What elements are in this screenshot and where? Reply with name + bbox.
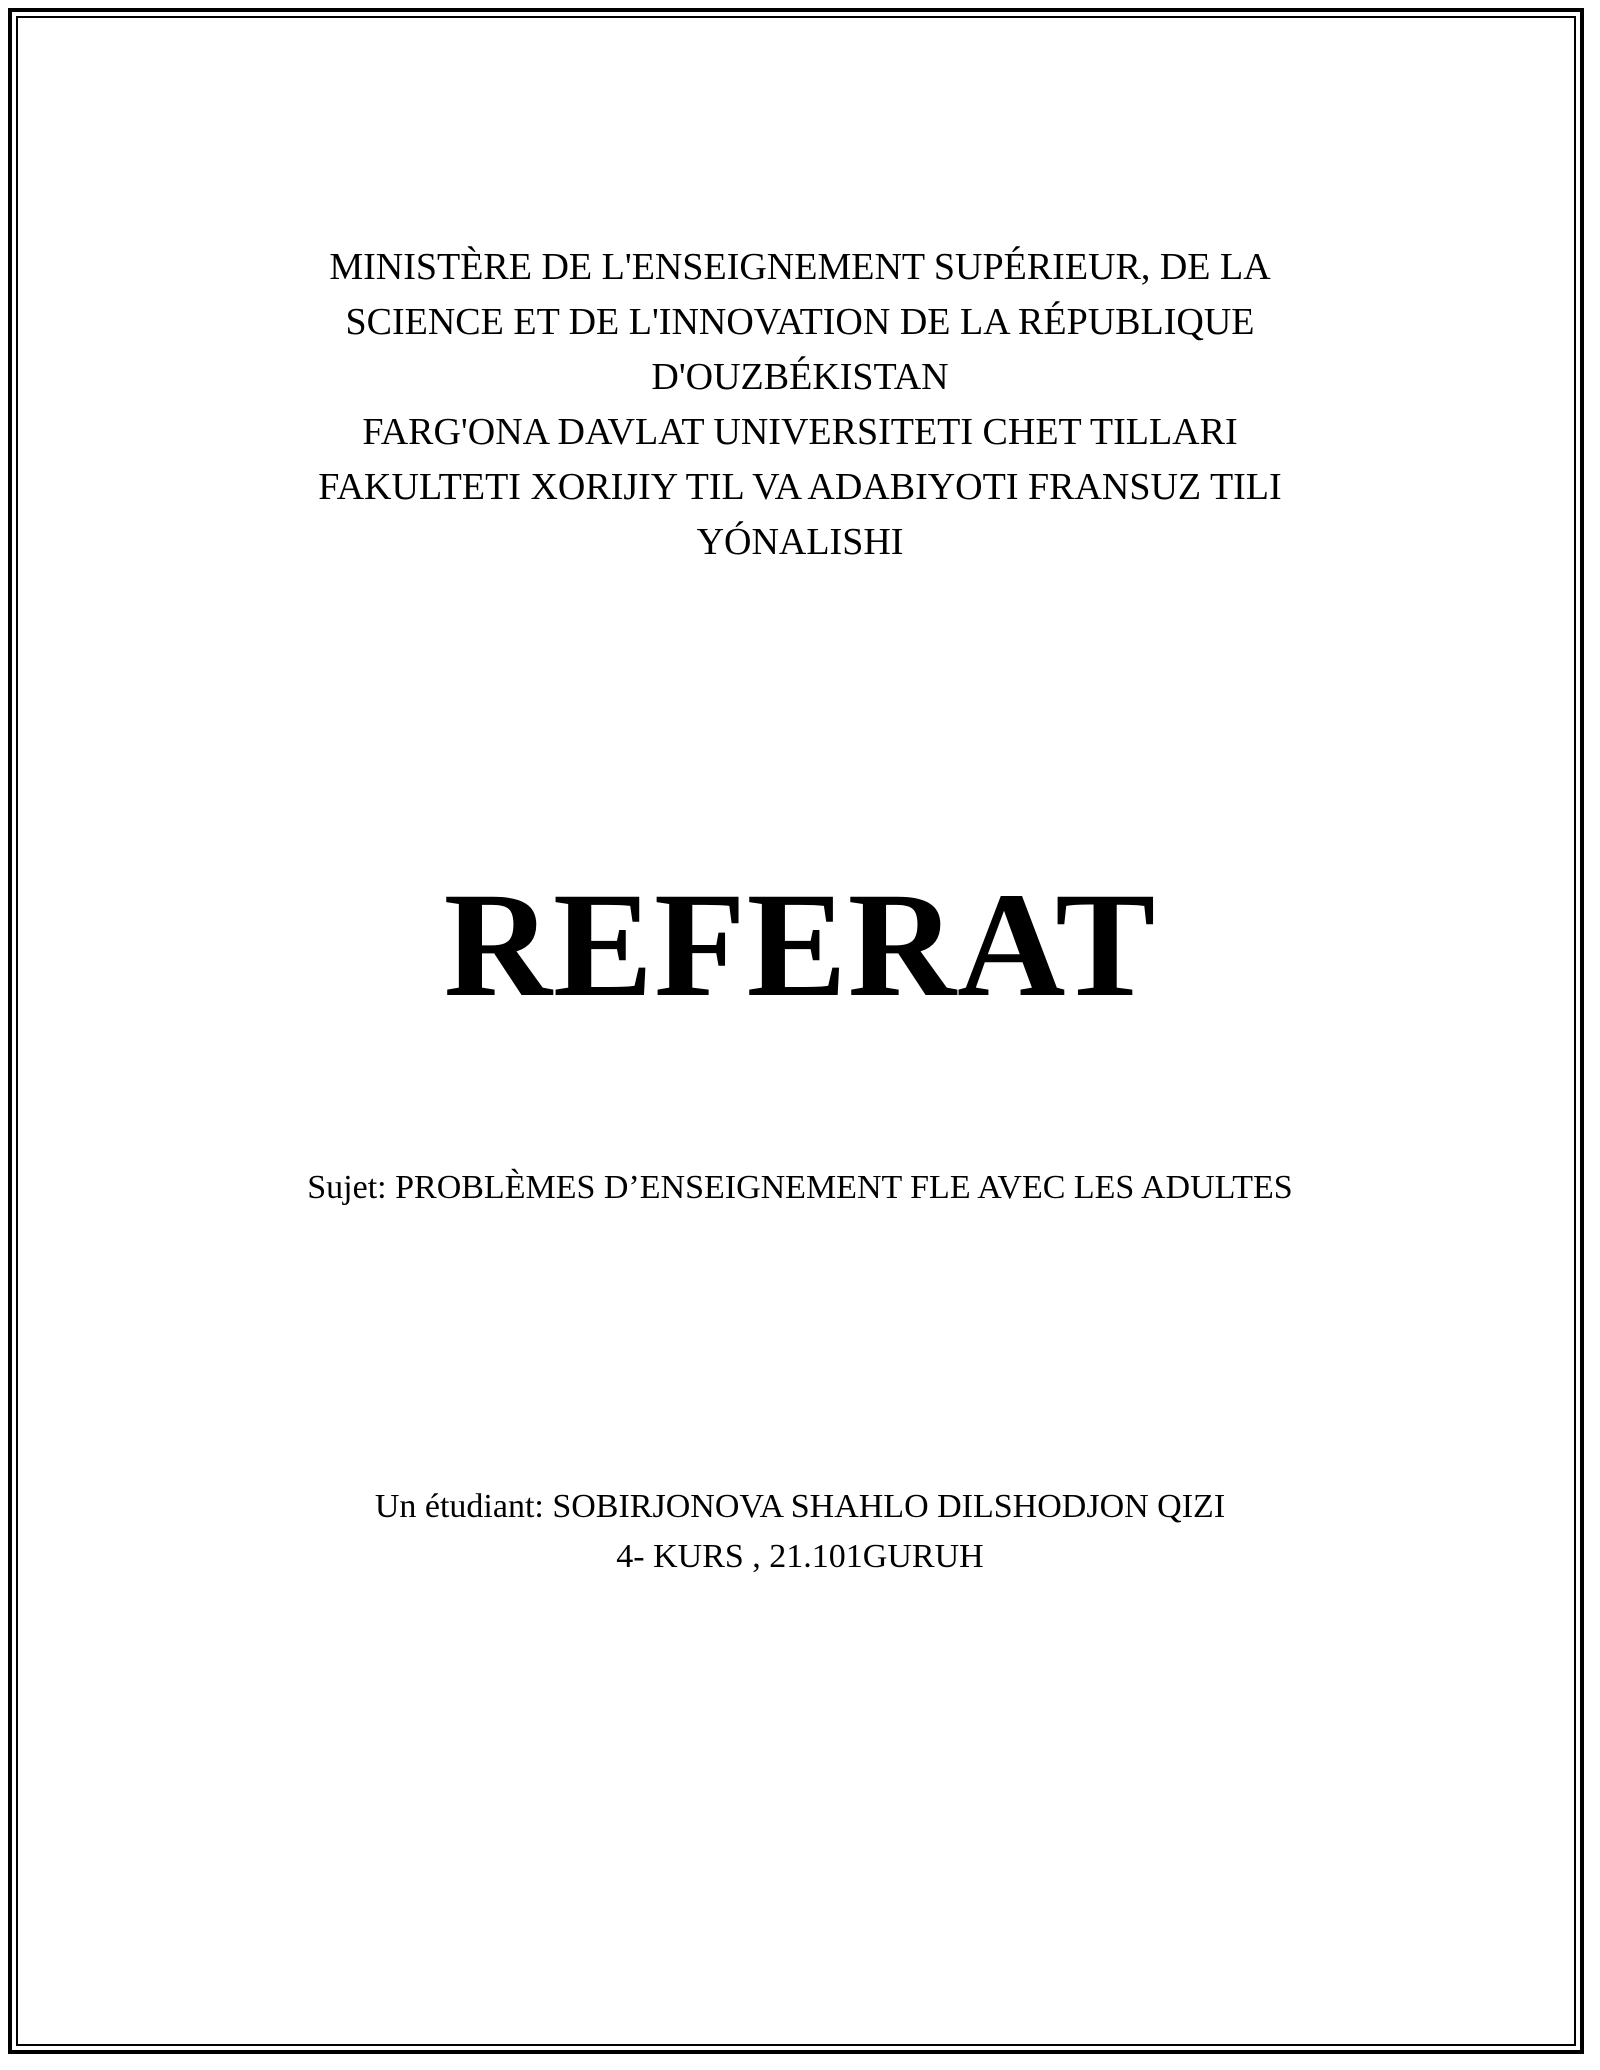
header-line-1: MINISTÈRE DE L'ENSEIGNEMENT SUPÉRIEUR, DE LA	[329, 246, 1271, 288]
subject-line: Sujet: PROBLÈMES D’ENSEIGNEMENT FLE AVEC LES ADULTES	[307, 1169, 1293, 1206]
header-line-3: D'OUZBÉKISTAN	[651, 356, 949, 398]
header-line-4: FARG'ONA DAVLAT UNIVERSITETI CHET TILLARI	[362, 411, 1238, 453]
institution-header	[0, 240, 1600, 570]
document-title: REFERAT	[443, 862, 1157, 1028]
student-course-group: 4- KURS , 21.101GURUH	[616, 1538, 984, 1575]
student-name: Un étudiant: SOBIRJONOVA SHAHLO DILSHODJON QIZI	[374, 1488, 1226, 1525]
header-line-5: FAKULTETI XORIJIY TIL VA ADABIYOTI FRANSUZ TILI	[318, 466, 1282, 508]
header-line-2: SCIENCE ET DE L'INNOVATION DE LA RÉPUBLIQUE	[345, 301, 1255, 343]
header-line-6: YÓNALISHI	[696, 521, 904, 563]
student-info	[0, 1482, 1600, 1582]
